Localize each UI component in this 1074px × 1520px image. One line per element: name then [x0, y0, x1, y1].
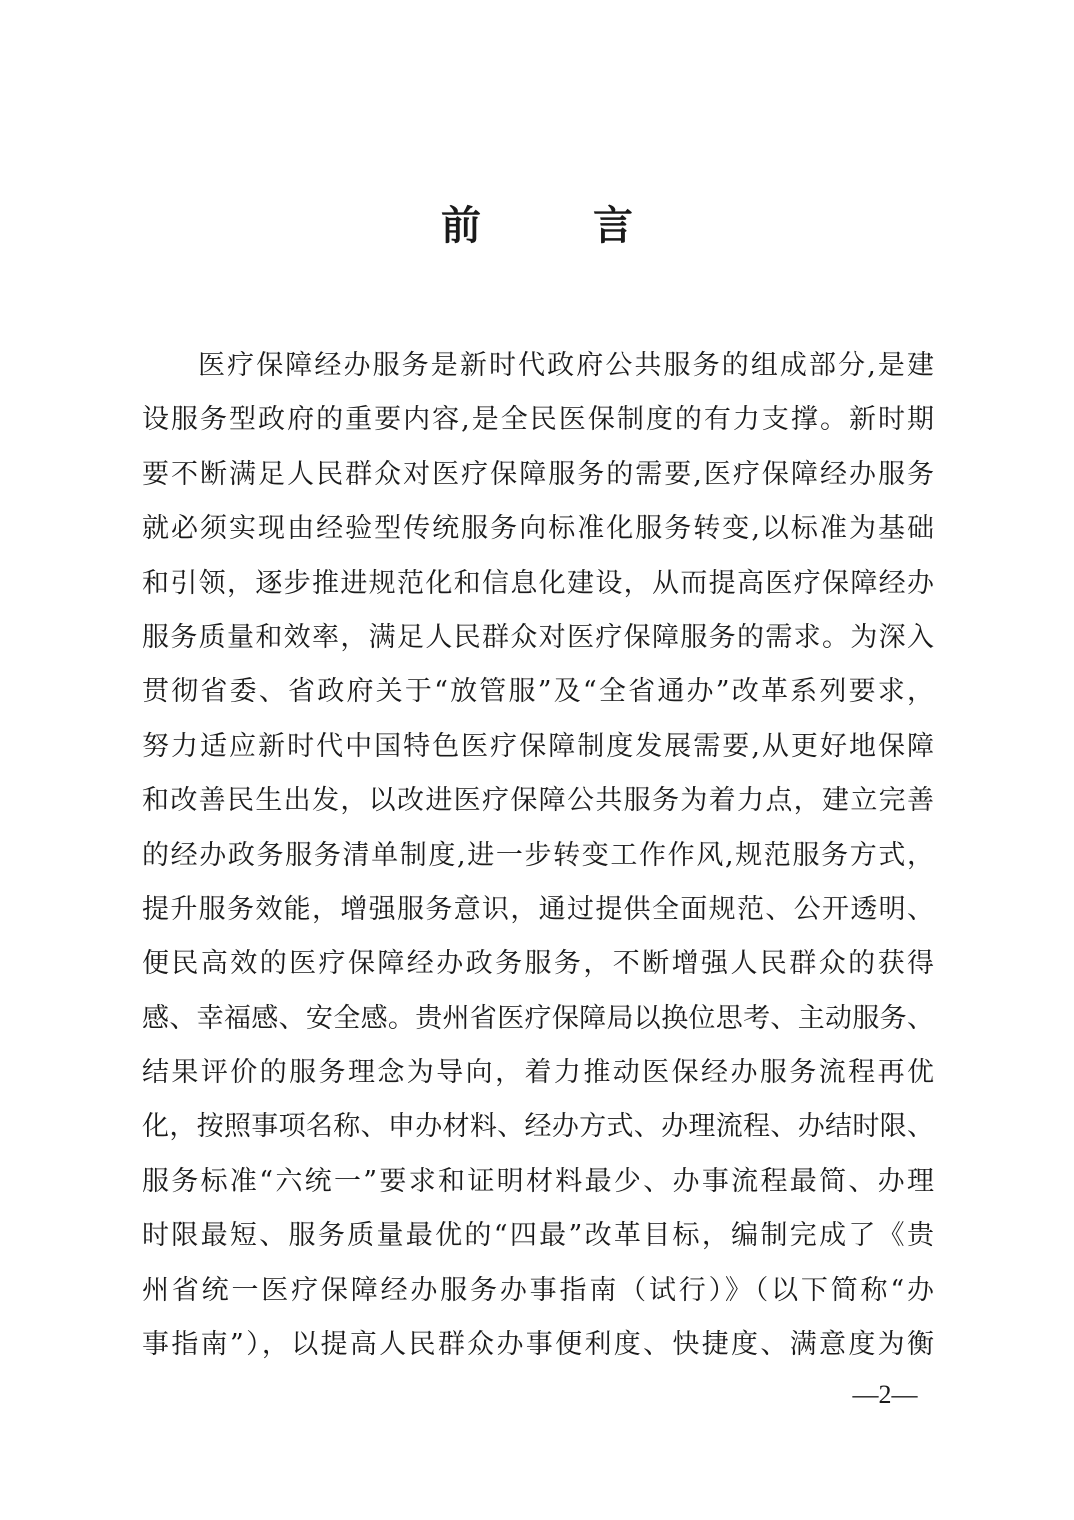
text-line: 就必须实现由经验型传统服务向标准化服务转变,以标准为基础 [142, 513, 934, 545]
text-line: 时限最短、服务质量最优的“四最”改革目标，编制完成了《贵 [142, 1220, 934, 1252]
text-line: 服务质量和效率，满足人民群众对医疗保障服务的需求。为深入 [142, 621, 934, 653]
text-line: 结果评价的服务理念为导向，着力推动医保经办服务流程再优 [142, 1057, 934, 1089]
text-line: 和引领，逐步推进规范化和信息化建设，从而提高医疗保障经办 [142, 567, 934, 599]
text-line: 贯彻省委、省政府关于“放管服”及“全省通办”改革系列要求， [142, 676, 934, 708]
text-line: 努力适应新时代中国特色医疗保障制度发展需要,从更好地保障 [142, 730, 934, 762]
text-line: 感、幸福感、安全感。贵州省医疗保障局以换位思考、主动服务、 [142, 1002, 934, 1034]
text-line: 的经办政务服务清单制度,进一步转变工作作风,规范服务方式， [142, 839, 934, 871]
text-line: 州省统一医疗保障经办服务办事指南（试行）》（以下简称“办 [142, 1274, 934, 1306]
text-line: 事指南”），以提高人民群众办事便利度、快捷度、满意度为衡 [142, 1329, 934, 1361]
text-line: 设服务型政府的重要内容,是全民医保制度的有力支撑。新时期 [142, 404, 934, 436]
text-line: 和改善民生出发，以改进医疗保障公共服务为着力点，建立完善 [142, 785, 934, 817]
page-title: 前 言 [441, 202, 669, 249]
text-line: 要不断满足人民群众对医疗保障服务的需要,医疗保障经办服务 [142, 458, 934, 490]
text-line: 医疗保障经办服务是新时代政府公共服务的组成部分,是建 [198, 350, 934, 381]
text-line: 化，按照事项名称、申办材料、经办方式、办理流程、办结时限、 [142, 1111, 934, 1143]
text-line: 提升服务效能，增强服务意识，通过提供全面规范、公开透明、 [142, 893, 934, 925]
text-line: 便民高效的医疗保障经办政务服务，不断增强人民群众的获得 [142, 948, 934, 980]
body-paragraph [142, 339, 934, 1372]
page-number: —2— [852, 1380, 918, 1409]
text-line: 服务标准“六统一”要求和证明材料最少、办事流程最简、办理 [142, 1165, 934, 1197]
